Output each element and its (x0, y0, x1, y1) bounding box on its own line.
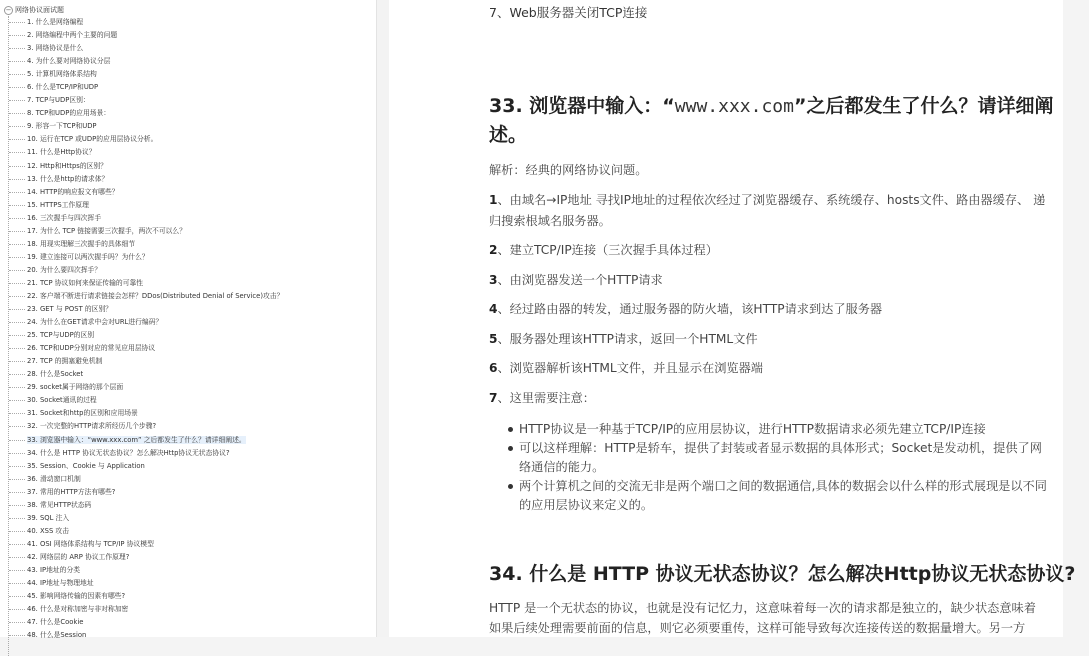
outline-item-label: 12. Http和Https的区别？ (27, 161, 108, 170)
note-item: HTTP协议是一种基于TCP/IP的应用层协议，进行HTTP数据请求必须先建立TCP/IP连接 (489, 420, 1089, 439)
outline-item-label: 3. 网络协议是什么 (27, 44, 84, 53)
step-number: 6 (489, 361, 498, 375)
collapse-icon[interactable]: − (5, 5, 12, 14)
outline-item-label: 42. 网络层的 ARP 协议工作原理? (27, 552, 130, 561)
outline-item-label: 25. TCP与UDP的区别 (27, 331, 95, 340)
outline-item[interactable] (9, 290, 283, 303)
outline-item[interactable] (9, 199, 283, 212)
step-line (489, 240, 718, 261)
outline-item-label: 31. Socket和http的区别和应用场景 (27, 409, 138, 418)
step-text: 归搜索根域名服务器。 (489, 214, 611, 228)
step-text: 、由浏览器发送一个HTTP请求 (497, 273, 663, 287)
outline-item-label: 38. 常见HTTP状态码 (27, 500, 92, 509)
outline-item-label: 39. SQL 注入 (27, 513, 70, 522)
outline-item-label: 48. 什么是Session (27, 631, 87, 640)
heading-33-code: www.xxx.com (674, 96, 794, 117)
notes-list (489, 420, 1089, 515)
outline-item[interactable] (9, 94, 283, 107)
outline-item-label: 1. 什么是网络编程 (27, 18, 84, 26)
outline-item-label: 21. TCP 协议如何来保证传输的可靠性 (27, 278, 144, 287)
step-text: 、浏览器解析该HTML文件，并且显示在浏览器端 (497, 361, 763, 375)
outline-item[interactable] (9, 564, 283, 577)
outline-item[interactable] (9, 381, 283, 394)
outline-item[interactable] (9, 525, 283, 538)
splitter[interactable] (377, 0, 389, 637)
outline-item[interactable] (9, 447, 283, 460)
outline-item-label: 36. 滑动窗口机制 (27, 474, 81, 483)
outline-item[interactable] (9, 460, 283, 473)
outline-item[interactable] (9, 486, 283, 499)
outline-item-label: 26. TCP和UDP分别对应的常见应用层协议 (27, 344, 156, 353)
paragraph-34-line2: 如果后续处理需要前面的信息，则它必须要重传，这样可能导致每次连接传送的数据量增大。另一方 (489, 621, 1026, 635)
outline-item-label: 8. TCP和UDP的应用场景： (27, 109, 111, 118)
step-text: 、由域名→IP地址 寻找IP地址的过程依次经过了浏览器缓存、系统缓存、hosts文件、路由器缓存、 递 (497, 193, 1046, 207)
document-content (389, 0, 1076, 637)
outline-item[interactable] (9, 146, 283, 159)
outline-item[interactable] (9, 107, 283, 120)
step-line (489, 270, 663, 291)
outline-item[interactable] (9, 420, 283, 433)
outline-item-label: 47. 什么是Cookie (27, 618, 84, 627)
outline-root-label: 网络协议面试题 (15, 6, 64, 14)
outline-item[interactable] (9, 473, 283, 486)
step-text: 、建立TCP/IP连接（三次握手具体过程） (497, 243, 718, 257)
outline-item[interactable] (9, 160, 283, 173)
outline-item-label: 10. 运行在TCP 或UDP的应用层协议分析。 (27, 135, 158, 144)
sidebar-top-cut-text (30, 0, 37, 2)
outline-item[interactable] (9, 407, 283, 420)
outline-item[interactable] (9, 394, 283, 407)
outline-item[interactable] (9, 173, 283, 186)
step-line (489, 388, 595, 409)
outline-item-label: 45. 影响网络传输的因素有哪些? (27, 592, 126, 601)
outline-item-label: 27. TCP 的拥塞避免机制 (27, 357, 103, 366)
step-line (489, 358, 763, 379)
outline-item[interactable] (9, 186, 283, 199)
outline-item[interactable] (9, 277, 283, 290)
outline-item[interactable] (9, 342, 283, 355)
heading-33-line2: 述。 (489, 124, 528, 146)
outline-item-label: 15. HTTPS工作原理 (27, 200, 89, 209)
heading-33-prefix: 33. 浏览器中输入：“ (489, 95, 675, 117)
outline-root[interactable] (4, 4, 64, 16)
outline-item[interactable] (9, 629, 283, 642)
outline-item-label: 46. 什么是对称加密与非对称加密 (27, 605, 129, 614)
outline-item-label: 19. 建立连接可以两次握手吗？为什么？ (27, 252, 149, 261)
outline-item[interactable] (9, 303, 283, 316)
step-line (489, 329, 758, 350)
outline-item-label: 35. Session、Cookie 与 Application (27, 461, 145, 470)
heading-34: 34. 什么是 HTTP 协议无状态协议？怎么解决Http协议无状态协议? (489, 563, 1076, 585)
outline-item[interactable] (9, 81, 283, 94)
step-number: 2 (489, 243, 498, 257)
outline-item-label: 14. HTTP的响应报文有哪些？ (27, 187, 119, 196)
outline-item-label: 20. 为什么要四次挥手？ (27, 265, 102, 274)
outline-item[interactable] (9, 29, 283, 42)
outline-item[interactable] (9, 512, 283, 525)
outline-item-label: 2. 网络编程中两个主要的问题 (27, 31, 118, 40)
outline-item-label: 17. 为什么 TCP 链接需要三次握手，两次不可以么？ (27, 226, 187, 235)
step-number: 7 (489, 391, 498, 405)
outline-item[interactable] (9, 616, 283, 629)
outline-item-label: 13. 什么是http的请求体？ (27, 174, 109, 183)
outline-item[interactable] (9, 434, 283, 447)
outline-item-label: 37. 常用的HTTP方法有哪些? (27, 487, 116, 496)
step-number: 1 (489, 193, 498, 207)
outline-item[interactable] (9, 551, 283, 564)
outline-item-label: 7. TCP与UDP区别： (27, 96, 90, 105)
outline-item[interactable] (9, 499, 283, 512)
note-item: 两个计算机之间的交流无非是两个端口之间的数据通信,具体的数据会以什么样的形式展现是以不同 (489, 477, 1089, 496)
heading-33 (489, 92, 1053, 121)
outline-item-label: 40. XSS 攻击 (27, 526, 70, 535)
step-line (489, 299, 882, 320)
outline-item[interactable] (9, 368, 283, 381)
outline-item[interactable] (9, 316, 283, 329)
note-item: 可以这样理解：HTTP是轿车，提供了封装或者显示数据的具体形式；Socket是发动机，提供了网 (489, 439, 1089, 458)
outline-item-label: 30. Socket通讯的过程 (27, 396, 97, 405)
step-text: 7、Web服务器关闭TCP连接 (489, 5, 648, 20)
outline-item[interactable] (9, 68, 283, 81)
outline-item-label: 29. socket属于网络的那个层面 (27, 383, 124, 392)
outline-item-label: 34. 什么是 HTTP 协议无状态协议？怎么解决Http协议无状态协议? (27, 448, 230, 457)
outline-item[interactable] (9, 329, 283, 342)
outline-item[interactable] (9, 264, 283, 277)
outline-item[interactable] (9, 212, 283, 225)
outline-item-label: 44. IP地址与物理地址 (27, 579, 94, 588)
note-continuation: 络通信的能力。 (519, 460, 605, 474)
paragraph-34-line1: HTTP 是一个无状态的协议，也就是没有记忆力，这意味着每一次的请求都是独立的，缺少状态意味着 (489, 601, 1036, 615)
outline-item[interactable] (9, 590, 283, 603)
outline-item-label: 18. 用现实理解三次握手的具体细节 (27, 239, 136, 248)
outline-item-label: 11. 什么是Http协议？ (27, 148, 96, 157)
analysis-text: 解析：经典的网络协议问题。 (489, 163, 648, 177)
outline-item-label: 23. GET 与 POST 的区别？ (27, 305, 113, 314)
outline-item[interactable] (9, 42, 283, 55)
outline-item-label: 9. 形容一下TCP和UDP (27, 122, 97, 131)
step-number: 5 (489, 332, 498, 346)
step-text: 、这里需要注意： (497, 391, 595, 405)
outline-item-label: 6. 什么是TCP/IP和UDP (27, 83, 99, 92)
outline-item[interactable] (9, 16, 283, 29)
outline-item-label: 33. 浏览器中输入：“www.xxx.com” 之后都发生了什么？请详细阐述。 (27, 435, 246, 444)
outline-item-label: 16. 三次握手与四次挥手 (27, 213, 102, 222)
outline-list (9, 16, 283, 642)
step-text: 、经过路由器的转发，通过服务器的防火墙，该HTTP请求到达了服务器 (497, 302, 883, 316)
outline-item[interactable] (9, 225, 283, 238)
note-continuation: 的应用层协议来定义的。 (519, 498, 654, 512)
outline-item-label: 5. 计算机网络体系结构 (27, 70, 97, 79)
step-number: 3 (489, 273, 498, 287)
heading-33-suffix: ”之后都发生了什么？请详细阐 (793, 95, 1054, 117)
outline-item[interactable] (9, 538, 283, 551)
outline-item[interactable] (9, 603, 283, 616)
outline-item-label: 43. IP地址的分类 (27, 565, 81, 574)
outline-item-label: 4. 为什么要对网络协议分层 (27, 57, 111, 66)
step-number: 4 (489, 302, 498, 316)
outline-item[interactable] (9, 55, 283, 68)
outline-item-label: 24. 为什么在GET请求中会对URL进行编码？ (27, 318, 163, 327)
outline-item[interactable] (9, 355, 283, 368)
outline-item-label: 41. OSI 网络体系结构与 TCP/IP 协议模型 (27, 539, 154, 548)
outline-item-label: 32. 一次完整的HTTP请求所经历几个步骤? (27, 422, 157, 431)
outline-item[interactable] (9, 577, 283, 590)
step-text: 、服务器处理该HTTP请求，返回一个HTML文件 (497, 332, 758, 346)
step-line (489, 190, 1045, 211)
outline-item-label: 22. 客户端不断进行请求链接会怎样？DDos(Distributed Denial of Service)攻击？ (27, 291, 284, 300)
outline-item-label: 28. 什么是Socket (27, 370, 84, 379)
outline-item[interactable] (9, 133, 283, 146)
step-line (489, 211, 611, 232)
outline-item[interactable] (9, 120, 283, 133)
outline-item[interactable] (9, 238, 283, 251)
outline-item[interactable] (9, 251, 283, 264)
outline-sidebar (0, 0, 377, 640)
